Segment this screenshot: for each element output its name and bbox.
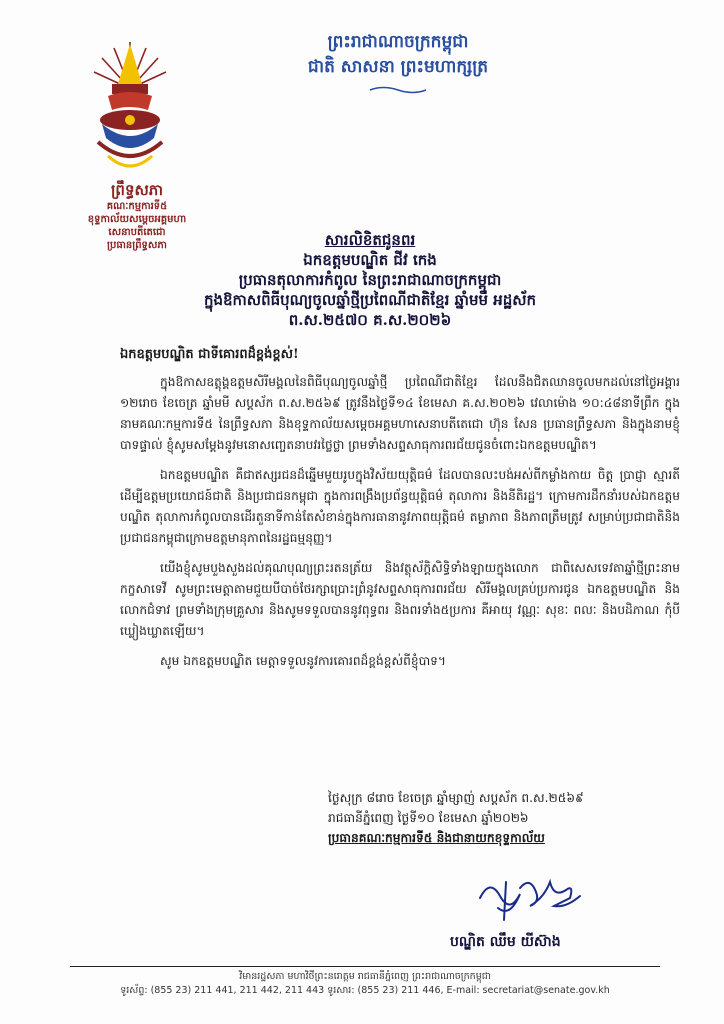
recipient-name: ឯកឧត្តមបណ្ឌិត ជីវ កេង [303, 251, 437, 269]
letter-footer [70, 970, 660, 998]
senate-emblem-icon [78, 38, 182, 178]
paragraph-3: យើងខ្ញុំសូមបួងសួងដល់គុណបុណ្យព្រះរតនត្រ័យ និងវត្ថុស័ក្តិសិទ្ធិទាំងឡាយក្នុងលោក ជាពិសេសទេវតាឆ្នាំថ្មីព្រះនាម កក្ខសាទេវី សូមព្រះមេត្តាតាមជួយបីបាច់ថែរក្សាប្រោះព្រំនូវសព្ទសាធុការពរជ័យ សិរីមង្គលគ្រប់ប្រការជូន ឯកឧត្តមបណ្ឌិត និងលោកជំទាវ ព្រមទាំងក្រុមគ្រួសារ និងសូមទទួលបាននូវពុទ្ធពរ និងពរទាំង៥ប្រការ គឺអាយុ វណ្ណៈ សុខៈ ពលៈ និងបដិភាណ កុំបីឃ្លៀងឃ្លាតឡើយ។ [120, 561, 680, 638]
org-office: ខុទ្ទកាល័យសម្តេចអគ្គមហាសេនាបតីតេជោ [87, 214, 187, 238]
paragraph-1: ក្នុងឱកាសឧត្តុង្គឧត្តមសិរីមង្គលនៃពិធីបុណ្យចូលឆ្នាំថ្មី ប្រពៃណីជាតិខ្មែរ ដែលនឹងជិតឈានចូលមកដល់នៅថ្ងៃអង្គារ ១២រោច ខែចេត្រ ឆ្នាំមមី សប្តស័ក ព.ស.២៥៦៩ ត្រូវនឹងថ្ងៃទី១៤ ខែមេសា គ.ស.២០២៦ វេលាម៉ោង ១០:៤៨នាទីព្រឹក ក្នុងនាមគណៈកម្មការទី៥ នៃព្រឹទ្ធសភា និងខុទ្ទកាល័យសម្តេចអគ្គមហាសេនាបតីតេជោ ហ៊ុន សែន ប្រធានព្រឹទ្ធសភា និងក្នុងនាមខ្ញុំបាទផ្ទាល់ ខ្ញុំសូមសម្តែងនូវមនោសញ្ចេតនាបវរថ្លៃថ្លា ព្រមទាំងសព្ទសាធុការពរជ័យជូនចំពោះឯកឧត្តមបណ្ឌិត។ [120, 375, 680, 452]
org-committee: គណៈកម្មការទី៥ [106, 201, 168, 212]
signature-icon [470, 868, 590, 928]
salutation: ឯកឧត្តមបណ្ឌិត ជាទីគោរពដ៏ខ្ពង់ខ្ពស់! [120, 347, 299, 362]
footer-contact: ទូរស័ព្ទ: (855 23) 211 441, 211 442, 211 443 ទូរសារ: (855 23) 211 446, E-mail: secretariat@senate.gov.kh [120, 985, 610, 996]
paragraph-2: ឯកឧត្តមបណ្ឌិត គឺជាឥស្សរជនដ៏ឆ្នើមមួយរូបក្នុងវិស័យយុត្តិធម៌ ដែលបានលះបង់អស់ពីកម្លាំងកាយ ចិត្ត ប្រាជ្ញា ស្មារតី ដើម្បីឧត្តមប្រយោជន៍ជាតិ និងប្រជាជនកម្ពុជា ក្នុងការពង្រឹងប្រព័ន្ធយុត្តិធម៌ តុលាការ និងនីតិរដ្ឋ។ ក្រោមការដឹកនាំរបស់ឯកឧត្តមបណ្ឌិត តុលាការកំពូលបានដើរតួនាទីកាន់តែសំខាន់ក្នុងការធានានូវភាពយុត្តិធម៌ តម្លាភាព និងភាពត្រឹមត្រូវ សម្រាប់ប្រជាជាតិនិងប្រជាជនកម្ពុជាក្រោមឧត្តមានុភាពនៃរដ្ឋធម្មនុញ្ញ។ [120, 468, 680, 545]
solar-date: រាជធានីភ្នំពេញ ថ្ងៃទី១០ ខែមេសា ឆ្នាំ២០២៦ [328, 811, 529, 825]
org-president: ប្រធានព្រឹទ្ធសភា [107, 240, 167, 251]
letter-titles [150, 230, 590, 330]
kingdom-header [268, 30, 528, 99]
closing-block [328, 788, 668, 848]
paragraph-4: សូម ឯកឧត្តមបណ្ឌិត មេត្តាទទួលនូវការគោរពដ៏ខ្ពង់ខ្ពស់ពីខ្ញុំបាទ។ [160, 654, 446, 668]
letter-body [120, 372, 680, 681]
era-year: ព.ស.២៥៧០ គ.ស.២០២៦ [288, 311, 452, 329]
kingdom-motto: ជាតិ សាសនា ព្រះមហាក្សត្រ [307, 57, 489, 77]
signer-name: បណ្ឌិត ឈឹម យីស៊ាង [450, 934, 561, 950]
ornament-divider-icon [368, 85, 428, 95]
kingdom-title: ព្រះរាជាណាចក្រកម្ពុជា [327, 32, 469, 52]
org-name: ព្រឹទ្ធសភា [110, 181, 164, 199]
lunar-date: ថ្ងៃសុក្រ ៨រោច ខែចេត្រ ឆ្នាំម្សាញ់ សប្តស័ក ព.ស.២៥៦៩ [328, 791, 584, 805]
recipient-role: ប្រធានតុលាការកំពូល នៃព្រះរាជាណាចក្រកម្ពុជា [238, 271, 502, 289]
occasion: ក្នុងឱកាសពិធីបុណ្យចូលឆ្នាំថ្មីប្រពៃណីជាតិខ្មែរ ឆ្នាំមមី អដ្ឋស័ក [203, 291, 537, 309]
doc-title: សារលិខិតជូនពរ [324, 231, 416, 249]
footer-address: វិមានរដ្ឋសភា មហាវិថីព្រះនរោត្តម រាជធានីភ្នំពេញ ព្រះរាជាណាចក្រកម្ពុជា [239, 971, 491, 982]
footer-divider [70, 966, 660, 967]
signer-position: ប្រធានគណៈកម្មការទី៥ និងជានាយកខុទ្ទកាល័យ [328, 831, 545, 845]
